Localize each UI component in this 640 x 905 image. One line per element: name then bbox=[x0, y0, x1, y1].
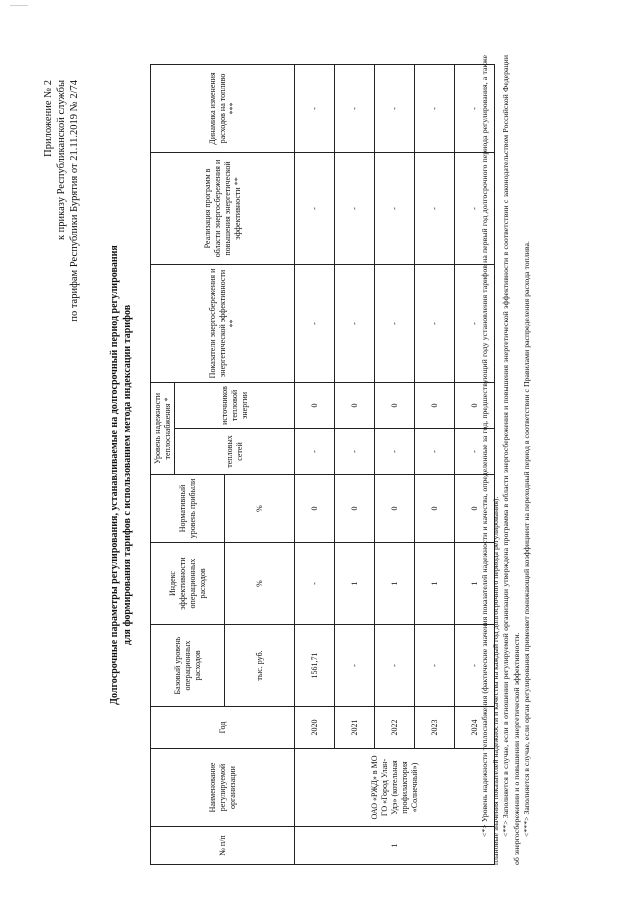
cell-index: 1 bbox=[455, 543, 495, 625]
cell-org-number: 1 bbox=[295, 827, 495, 865]
cell-programs: - bbox=[455, 152, 495, 264]
unit-base: тыс. руб. bbox=[225, 625, 295, 707]
cell-org-name: ОАО «РЖД» в МО ГО «Город Улан-Удэ» (котельная профилактория «Солнечный») bbox=[295, 749, 495, 827]
cell-profit: 0 bbox=[415, 475, 455, 543]
cell-year: 2021 bbox=[335, 707, 375, 749]
header-number: № п/п bbox=[151, 827, 295, 865]
appendix-number: Приложение № 2 bbox=[43, 80, 54, 157]
cell-sources: 0 bbox=[295, 382, 335, 428]
cell-sources: 0 bbox=[415, 382, 455, 428]
cell-dynamics: - bbox=[415, 64, 455, 152]
header-base-level: Базовый уровень операционных расходов bbox=[151, 625, 225, 707]
unit-index: % bbox=[225, 543, 295, 625]
appendix-header bbox=[42, 80, 81, 322]
cell-year: 2020 bbox=[295, 707, 335, 749]
cell-index: - bbox=[295, 543, 335, 625]
cell-programs: - bbox=[415, 152, 455, 264]
cell-dynamics: - bbox=[335, 64, 375, 152]
cell-year: 2023 bbox=[415, 707, 455, 749]
appendix-order-date: по тарифам Республики Бурятия от 21.11.2019 № 2/74 bbox=[69, 80, 80, 322]
cell-energy: - bbox=[455, 264, 495, 382]
header-heat-networks: тепловых сетей bbox=[175, 429, 295, 475]
table-row bbox=[415, 64, 455, 864]
cell-energy: - bbox=[295, 264, 335, 382]
cell-programs: - bbox=[295, 152, 335, 264]
footnote-3: <***> Заполняется в случае, если орган регулирования применяет понижающий коэффициент на переходный период в соответствии с Правилами распределения расхода топлива. bbox=[522, 241, 532, 837]
table-row bbox=[295, 64, 335, 864]
cell-sources: 0 bbox=[375, 382, 415, 428]
parameters-table bbox=[150, 64, 495, 865]
header-year: Год bbox=[151, 707, 295, 749]
header-organization: Наименование регулируемой организации bbox=[151, 749, 295, 827]
cell-year: 2024 bbox=[455, 707, 495, 749]
cell-dynamics: - bbox=[295, 64, 335, 152]
cell-sources: 0 bbox=[455, 382, 495, 428]
table-row bbox=[375, 64, 415, 864]
cell-networks: - bbox=[295, 429, 335, 475]
cell-programs: - bbox=[335, 152, 375, 264]
cell-energy: - bbox=[415, 264, 455, 382]
cell-base: - bbox=[455, 625, 495, 707]
cell-networks: - bbox=[415, 429, 455, 475]
footnote-2: <**> Заполняется в случае, если в отношении регулируемой организации утверждена программа в области энергосбережения и повышения энергетической эффективности в соответствии с законодательством Российской Федерации об энергосбережении и о повышении энергетической эффективности. bbox=[501, 55, 521, 865]
cell-profit: 0 bbox=[335, 475, 375, 543]
cell-index: 1 bbox=[415, 543, 455, 625]
table-body bbox=[295, 64, 495, 864]
cell-base: - bbox=[375, 625, 415, 707]
header-efficiency-index: Индекс эффективности операционных расходов bbox=[151, 543, 225, 625]
header-heat-sources: источников тепловой энергии bbox=[175, 382, 295, 428]
cell-networks: - bbox=[375, 429, 415, 475]
cell-programs: - bbox=[375, 152, 415, 264]
cell-dynamics: - bbox=[455, 64, 495, 152]
footnote-1: <*> Уровень надежности теплоснабжения (фактические значения показателей надежности и качества, определенные за год, предшествующий году установления тарифов на первый год долгосрочного периода регулирования, а также плановые значения показателей надежности и качества на каждый год долгосрочного периода регулирования). bbox=[480, 55, 500, 865]
header-fuel-dynamics: Динамика изменения расходов на топливо *** bbox=[151, 64, 295, 152]
title-line-2: для формирования тарифов с использованием метода индексации тарифов bbox=[122, 304, 133, 646]
header-profit-level: Нормативный уровень прибыли bbox=[151, 475, 225, 543]
cell-networks: - bbox=[335, 429, 375, 475]
cell-year: 2022 bbox=[375, 707, 415, 749]
unit-profit: % bbox=[225, 475, 295, 543]
footnotes bbox=[480, 55, 533, 865]
cell-base: - bbox=[415, 625, 455, 707]
cell-profit: 0 bbox=[295, 475, 335, 543]
cell-base: - bbox=[335, 625, 375, 707]
cell-profit: 0 bbox=[455, 475, 495, 543]
cell-dynamics: - bbox=[375, 64, 415, 152]
cell-profit: 0 bbox=[375, 475, 415, 543]
cell-index: 1 bbox=[375, 543, 415, 625]
header-reliability: Уровень надежности теплоснабжения * bbox=[151, 382, 175, 474]
cell-networks: - bbox=[455, 429, 495, 475]
table-row bbox=[335, 64, 375, 864]
cell-index: 1 bbox=[335, 543, 375, 625]
header-energy-indicators: Показатели энергосбережения и энергетической эффективности ** bbox=[151, 264, 295, 382]
cell-energy: - bbox=[375, 264, 415, 382]
title-line-1: Долгосрочные параметры регулирования, устанавливаемые на долгосрочный период регулирования bbox=[109, 245, 120, 705]
header-programs: Реализация программ в области энергосбережения и повышения энергетической эффективности ** bbox=[151, 152, 295, 264]
cell-sources: 0 bbox=[335, 382, 375, 428]
cell-base: 1561,71 bbox=[295, 625, 335, 707]
document-title bbox=[108, 85, 134, 865]
appendix-order-line: к приказу Республиканской службы bbox=[56, 80, 67, 241]
cell-energy: - bbox=[335, 264, 375, 382]
